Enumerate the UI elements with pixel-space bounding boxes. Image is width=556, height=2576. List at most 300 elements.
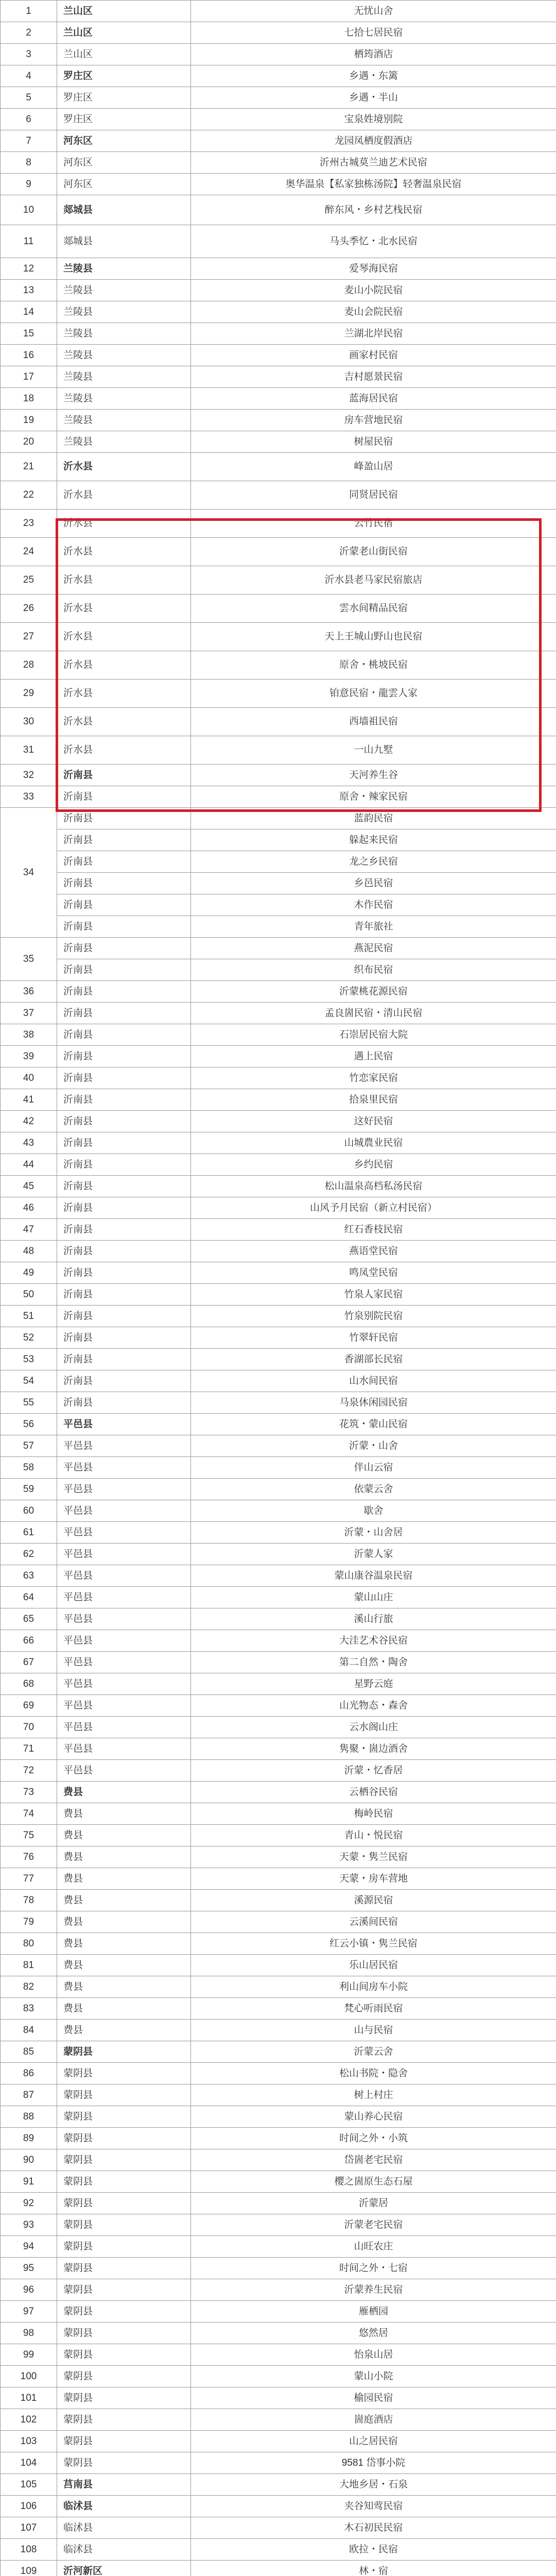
table-row (1, 510, 556, 538)
row-number: 103 (1, 2431, 57, 2452)
table-row (1, 1630, 556, 1652)
homestay-name-cell: 松山温泉高档私汤民宿 (191, 1176, 556, 1197)
table-row (1, 2561, 556, 2576)
district-cell: 临沭县 (57, 2517, 191, 2539)
row-number: 89 (1, 2128, 57, 2149)
homestay-name-cell: 龙之乡民宿 (191, 851, 556, 873)
district-cell: 兰陵县 (57, 366, 191, 388)
homestay-name-cell: 云栖谷民宿 (191, 1782, 556, 1803)
district-cell: 蒙阴县 (57, 2171, 191, 2193)
district-cell: 蒙阴县 (57, 2344, 191, 2366)
district-cell: 沂南县 (57, 959, 191, 981)
homestay-name-cell: 山风予月民宿（新立村民宿） (191, 1197, 556, 1219)
homestay-name-cell: 怡泉山居 (191, 2344, 556, 2366)
district-cell: 沂水县 (57, 538, 191, 566)
homestay-name-cell: 山旺农庄 (191, 2236, 556, 2258)
table-row (1, 2517, 556, 2539)
table-row (1, 2279, 556, 2301)
table-row (1, 130, 556, 152)
district-cell: 平邑县 (57, 1673, 191, 1695)
homestay-name-cell: 蒙山康谷温泉民宿 (191, 1565, 556, 1587)
district-cell: 兰陵县 (57, 301, 191, 323)
row-number: 1 (1, 1, 57, 22)
homestay-name-cell: 花筑・蒙山民宿 (191, 1414, 556, 1435)
homestay-name-cell: 樱之崮原生态石屋 (191, 2171, 556, 2193)
row-number: 60 (1, 1500, 57, 1522)
district-cell: 蒙阴县 (57, 2387, 191, 2409)
homestay-name-cell: 醉东风・乡村艺栈民宿 (191, 195, 556, 225)
row-number: 69 (1, 1695, 57, 1717)
homestay-name-cell: 躲起来民宿 (191, 829, 556, 851)
homestay-name-cell: 乡遇・东篱 (191, 65, 556, 87)
district-cell: 沂南县 (57, 1089, 191, 1111)
row-number: 63 (1, 1565, 57, 1587)
table-row (1, 2409, 556, 2431)
district-cell: 沂南县 (57, 1003, 191, 1024)
row-number: 97 (1, 2301, 57, 2323)
homestay-name-cell: 龙园凤栖度假酒店 (191, 130, 556, 152)
homestay-name-cell: 沂水县老马家民宿旅店 (191, 566, 556, 595)
table-row (1, 808, 556, 829)
table-row (1, 195, 556, 225)
table-row (1, 388, 556, 410)
district-cell: 蒙阴县 (57, 2063, 191, 2084)
homestay-name-cell: 竹恋家民宿 (191, 1067, 556, 1089)
homestay-name-cell: 爱琴海民宿 (191, 258, 556, 280)
row-number: 46 (1, 1197, 57, 1219)
homestay-name-cell: 云水阁山庄 (191, 1717, 556, 1738)
district-cell: 平邑县 (57, 1522, 191, 1544)
row-number: 88 (1, 2106, 57, 2128)
homestay-name-cell: 乐山居民宿 (191, 1955, 556, 1976)
homestay-name-cell: 兰湖北岸民宿 (191, 323, 556, 345)
district-cell: 罗庄区 (57, 65, 191, 87)
row-number: 31 (1, 736, 57, 765)
homestay-name-cell: 林・宿 (191, 2561, 556, 2576)
row-number: 21 (1, 453, 57, 481)
homestay-name-cell: 夹谷知莺民宿 (191, 2496, 556, 2517)
table-row (1, 2106, 556, 2128)
row-number: 67 (1, 1652, 57, 1673)
district-cell: 沂水县 (57, 651, 191, 680)
table-row (1, 1544, 556, 1565)
table-row (1, 680, 556, 708)
district-cell: 罗庄区 (57, 109, 191, 130)
table-row (1, 258, 556, 280)
district-cell: 沂水县 (57, 680, 191, 708)
district-cell: 平邑县 (57, 1760, 191, 1782)
table-row (1, 736, 556, 765)
table-row (1, 2431, 556, 2452)
table-row (1, 1176, 556, 1197)
homestay-name-cell: 天上王城山野山也民宿 (191, 623, 556, 651)
table-row (1, 623, 556, 651)
table-row (1, 1890, 556, 1911)
homestay-name-cell: 织布民宿 (191, 959, 556, 981)
homestay-name-cell: 青年旅社 (191, 916, 556, 938)
homestay-name-cell: 鸣凤堂民宿 (191, 1262, 556, 1284)
table-row (1, 1738, 556, 1760)
table-row (1, 765, 556, 786)
table-row (1, 2020, 556, 2041)
homestay-name-cell: 麦山小院民宿 (191, 280, 556, 301)
district-cell: 蒙阴县 (57, 2366, 191, 2387)
homestay-name-cell: 蒙山养心民宿 (191, 2106, 556, 2128)
homestay-name-cell: 山城農业民宿 (191, 1132, 556, 1154)
homestay-name-cell: 第二自然・陶舍 (191, 1652, 556, 1673)
table-row (1, 2366, 556, 2387)
table-row (1, 431, 556, 453)
homestay-name-cell: 乡约民宿 (191, 1154, 556, 1176)
homestay-name-cell: 大洼艺术谷民宿 (191, 1630, 556, 1652)
row-number: 35 (1, 938, 57, 981)
district-cell: 平邑县 (57, 1435, 191, 1457)
row-number: 28 (1, 651, 57, 680)
homestay-name-cell: 崮庭酒店 (191, 2409, 556, 2431)
row-number: 39 (1, 1046, 57, 1067)
table-row (1, 1111, 556, 1132)
district-cell: 平邑县 (57, 1717, 191, 1738)
district-cell: 兰山区 (57, 22, 191, 44)
homestay-name-cell: 房车营地民宿 (191, 410, 556, 431)
district-cell: 沂水县 (57, 566, 191, 595)
homestay-name-cell: 燕语堂民宿 (191, 1241, 556, 1262)
homestay-name-cell: 沂蒙・山舍 (191, 1435, 556, 1457)
table-row (1, 1717, 556, 1738)
table-row (1, 410, 556, 431)
table-row (1, 1024, 556, 1046)
homestay-name-cell: 歇舍 (191, 1500, 556, 1522)
district-cell: 费县 (57, 1998, 191, 2020)
row-number: 37 (1, 1003, 57, 1024)
table-row (1, 1933, 556, 1955)
row-number: 83 (1, 1998, 57, 2020)
table-row (1, 2496, 556, 2517)
homestay-name-cell: 木石初民民宿 (191, 2517, 556, 2539)
district-cell: 平邑县 (57, 1457, 191, 1479)
table-row (1, 366, 556, 388)
row-number: 8 (1, 152, 57, 174)
table-row (1, 1500, 556, 1522)
table-row (1, 2171, 556, 2193)
table-row (1, 1003, 556, 1024)
district-cell: 沂南县 (57, 1392, 191, 1414)
row-number: 10 (1, 195, 57, 225)
district-cell: 费县 (57, 1933, 191, 1955)
row-number: 22 (1, 481, 57, 510)
homestay-name-cell: 画家村民宿 (191, 345, 556, 366)
district-cell: 平邑县 (57, 1738, 191, 1760)
table-row (1, 1479, 556, 1500)
homestay-name-cell: 蓝韵民宿 (191, 808, 556, 829)
row-number: 57 (1, 1435, 57, 1457)
table-row (1, 1241, 556, 1262)
district-cell: 沂南县 (57, 938, 191, 959)
row-number: 65 (1, 1608, 57, 1630)
table-row (1, 1587, 556, 1608)
homestay-name-cell: 天河养生谷 (191, 765, 556, 786)
table-row (1, 829, 556, 851)
district-cell: 沂南县 (57, 851, 191, 873)
row-number: 58 (1, 1457, 57, 1479)
homestay-name-cell: 宝泉姓境别院 (191, 109, 556, 130)
district-cell: 沂南县 (57, 1046, 191, 1067)
homestay-name-cell: 原舍・桃坡民宿 (191, 651, 556, 680)
homestay-name-cell: 雁栖园 (191, 2301, 556, 2323)
row-number: 70 (1, 1717, 57, 1738)
district-cell: 兰陵县 (57, 323, 191, 345)
district-cell: 平邑县 (57, 1652, 191, 1673)
row-number: 47 (1, 1219, 57, 1241)
table-row (1, 851, 556, 873)
row-number: 55 (1, 1392, 57, 1414)
row-number: 24 (1, 538, 57, 566)
row-number: 107 (1, 2517, 57, 2539)
district-cell: 莒南县 (57, 2474, 191, 2496)
district-cell: 兰陵县 (57, 410, 191, 431)
row-number: 7 (1, 130, 57, 152)
table-row (1, 65, 556, 87)
district-cell: 沂南县 (57, 1067, 191, 1089)
row-number: 91 (1, 2171, 57, 2193)
district-cell: 沂南县 (57, 1370, 191, 1392)
district-cell: 沂南县 (57, 1111, 191, 1132)
homestay-name-cell: 树屋民宿 (191, 431, 556, 453)
row-number: 54 (1, 1370, 57, 1392)
homestay-name-cell: 溪源民宿 (191, 1890, 556, 1911)
table-row (1, 1306, 556, 1327)
row-number: 108 (1, 2539, 57, 2561)
homestay-name-cell: 一山九墅 (191, 736, 556, 765)
row-number: 5 (1, 87, 57, 109)
row-number: 30 (1, 708, 57, 736)
row-number: 80 (1, 1933, 57, 1955)
district-cell: 蒙阴县 (57, 2301, 191, 2323)
row-number: 14 (1, 301, 57, 323)
row-number: 16 (1, 345, 57, 366)
table-row (1, 1760, 556, 1782)
district-cell: 临沭县 (57, 2539, 191, 2561)
homestay-name-cell: 伴山云宿 (191, 1457, 556, 1479)
row-number: 3 (1, 44, 57, 65)
district-cell: 沂南县 (57, 1024, 191, 1046)
row-number: 84 (1, 2020, 57, 2041)
table-row (1, 873, 556, 894)
table-row (1, 1695, 556, 1717)
district-cell: 蒙阴县 (57, 2149, 191, 2171)
district-cell: 平邑县 (57, 1565, 191, 1587)
district-cell: 平邑县 (57, 1587, 191, 1608)
district-cell: 费县 (57, 1825, 191, 1846)
table-row (1, 894, 556, 916)
district-cell: 郯城县 (57, 195, 191, 225)
homestay-name-cell: 竹泉别院民宿 (191, 1306, 556, 1327)
district-cell: 兰山区 (57, 44, 191, 65)
homestay-name-cell: 时间之外・小筑 (191, 2128, 556, 2149)
row-number: 6 (1, 109, 57, 130)
district-cell: 沂河新区 (57, 2561, 191, 2576)
homestay-name-cell: 吉村愿景民宿 (191, 366, 556, 388)
row-number: 27 (1, 623, 57, 651)
homestay-name-cell: 拾泉里民宿 (191, 1089, 556, 1111)
row-number: 62 (1, 1544, 57, 1565)
row-number: 9 (1, 174, 57, 195)
row-number: 99 (1, 2344, 57, 2366)
homestay-name-cell: 欧拉・民宿 (191, 2539, 556, 2561)
homestay-name-cell: 山光物态・森舍 (191, 1695, 556, 1717)
district-cell: 平邑县 (57, 1630, 191, 1652)
table-row (1, 2539, 556, 2561)
table-row (1, 595, 556, 623)
table-row (1, 2128, 556, 2149)
row-number: 17 (1, 366, 57, 388)
table-row (1, 323, 556, 345)
district-cell: 沂南县 (57, 808, 191, 829)
district-cell: 沂南县 (57, 786, 191, 808)
table-body (1, 1, 556, 2576)
row-number: 32 (1, 765, 57, 786)
district-cell: 沂水县 (57, 623, 191, 651)
table-row (1, 2041, 556, 2063)
table-row (1, 1955, 556, 1976)
row-number: 48 (1, 1241, 57, 1262)
homestay-name-cell: 峰盈山居 (191, 453, 556, 481)
table-row (1, 1154, 556, 1176)
district-cell: 沂水县 (57, 736, 191, 765)
row-number: 85 (1, 2041, 57, 2063)
district-cell: 费县 (57, 1976, 191, 1998)
table-row (1, 225, 556, 258)
row-number: 52 (1, 1327, 57, 1349)
table-row (1, 1911, 556, 1933)
table-row (1, 301, 556, 323)
homestay-name-cell: 梵心听雨民宿 (191, 1998, 556, 2020)
table-row (1, 1825, 556, 1846)
homestay-name-cell: 西墙祖民宿 (191, 708, 556, 736)
table-row (1, 1652, 556, 1673)
row-number: 73 (1, 1782, 57, 1803)
district-cell: 兰陵县 (57, 388, 191, 410)
district-cell: 兰陵县 (57, 431, 191, 453)
table-row (1, 2387, 556, 2409)
homestay-name-cell: 星野云庭 (191, 1673, 556, 1695)
district-cell: 沂南县 (57, 1327, 191, 1349)
table-row (1, 1998, 556, 2020)
homestay-name-cell: 蒙山山庄 (191, 1587, 556, 1608)
district-cell: 沂南县 (57, 765, 191, 786)
table-row (1, 1782, 556, 1803)
district-cell: 费县 (57, 1846, 191, 1868)
row-number: 78 (1, 1890, 57, 1911)
table-row (1, 2063, 556, 2084)
district-cell: 蒙阴县 (57, 2279, 191, 2301)
homestay-name-cell: 竹泉人家民宿 (191, 1284, 556, 1306)
table-row (1, 1803, 556, 1825)
row-number: 94 (1, 2236, 57, 2258)
district-cell: 河东区 (57, 152, 191, 174)
table-row (1, 981, 556, 1003)
district-cell: 沂南县 (57, 1306, 191, 1327)
district-cell: 费县 (57, 1890, 191, 1911)
district-cell: 费县 (57, 1955, 191, 1976)
row-number: 4 (1, 65, 57, 87)
district-cell: 费县 (57, 2020, 191, 2041)
district-cell: 蒙阴县 (57, 2106, 191, 2128)
homestay-name-cell: 9581 岱事小院 (191, 2452, 556, 2474)
row-number: 90 (1, 2149, 57, 2171)
table-row (1, 174, 556, 195)
row-number: 50 (1, 1284, 57, 1306)
table-row (1, 453, 556, 481)
homestay-name-cell: 马泉休闲园民宿 (191, 1392, 556, 1414)
row-number: 19 (1, 410, 57, 431)
homestay-name-cell: 沂蒙居 (191, 2193, 556, 2214)
table-row (1, 1132, 556, 1154)
homestay-name-cell: 溪山行旅 (191, 1608, 556, 1630)
row-number: 74 (1, 1803, 57, 1825)
table-row (1, 708, 556, 736)
homestay-name-cell: 栖筠酒店 (191, 44, 556, 65)
row-number: 104 (1, 2452, 57, 2474)
row-number: 106 (1, 2496, 57, 2517)
row-number: 68 (1, 1673, 57, 1695)
row-number: 15 (1, 323, 57, 345)
district-cell: 沂南县 (57, 1197, 191, 1219)
table-row (1, 87, 556, 109)
row-number: 45 (1, 1176, 57, 1197)
homestay-name-cell: 沂蒙人家 (191, 1544, 556, 1565)
district-cell: 沂南县 (57, 916, 191, 938)
table-row (1, 22, 556, 44)
row-number: 100 (1, 2366, 57, 2387)
row-number: 79 (1, 1911, 57, 1933)
homestay-name-cell: 这好民宿 (191, 1111, 556, 1132)
homestay-name-cell: 铂意民宿・龍雲人家 (191, 680, 556, 708)
row-number: 49 (1, 1262, 57, 1284)
row-number: 64 (1, 1587, 57, 1608)
table-row (1, 916, 556, 938)
homestay-name-cell: 奥华温泉【私家独栋汤院】轻奢温泉民宿 (191, 174, 556, 195)
homestay-name-cell: 原舍・辣家民宿 (191, 786, 556, 808)
row-number: 23 (1, 510, 57, 538)
district-cell: 沂南县 (57, 1262, 191, 1284)
district-cell: 沂水县 (57, 708, 191, 736)
table-row (1, 1435, 556, 1457)
row-number: 101 (1, 2387, 57, 2409)
homestay-name-cell: 梅岭民宿 (191, 1803, 556, 1825)
row-number: 44 (1, 1154, 57, 1176)
district-cell: 沂水县 (57, 453, 191, 481)
homestay-name-cell: 沂蒙老山街民宿 (191, 538, 556, 566)
district-cell: 沂南县 (57, 1349, 191, 1370)
homestay-name-cell: 香湖部长民宿 (191, 1349, 556, 1370)
row-number: 43 (1, 1132, 57, 1154)
homestay-name-cell: 悠然居 (191, 2323, 556, 2344)
homestay-name-cell: 时间之外・七宿 (191, 2258, 556, 2279)
table-row (1, 1608, 556, 1630)
table-row (1, 44, 556, 65)
homestay-name-cell: 沂蒙养生民宿 (191, 2279, 556, 2301)
homestay-name-cell: 依蒙云舍 (191, 1479, 556, 1500)
row-number: 93 (1, 2214, 57, 2236)
district-cell: 沂南县 (57, 1219, 191, 1241)
table-row (1, 1522, 556, 1544)
row-number: 102 (1, 2409, 57, 2431)
table-row (1, 1349, 556, 1370)
table-row (1, 2084, 556, 2106)
table-row (1, 1673, 556, 1695)
homestay-name-cell: 沂蒙老宅民宿 (191, 2214, 556, 2236)
